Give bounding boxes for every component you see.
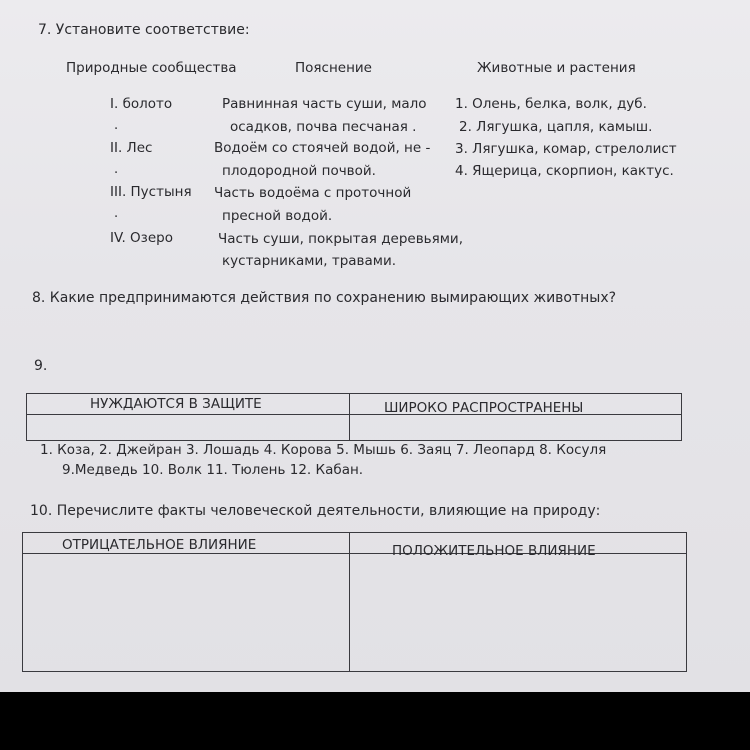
q10-answer-cell-left[interactable] <box>23 555 347 669</box>
q9-table-column-divider <box>349 393 350 440</box>
q7-explanation-line-1: Равнинная часть суши, мало <box>222 96 427 112</box>
q7-dot-3: . <box>114 206 119 221</box>
q7-header-communities: Природные сообщества <box>66 60 237 76</box>
q7-header-explanation: Пояснение <box>295 60 372 76</box>
q10-col-negative: ОТРИЦАТЕЛЬНОЕ ВЛИЯНИЕ <box>62 537 257 553</box>
q7-animals-4: 4. Ящерица, скорпион, кактус. <box>455 163 674 179</box>
q7-explanation-line-2: осадков, почва песчаная . <box>230 119 417 135</box>
q7-title: 7. Установите соответствие: <box>38 22 250 38</box>
q10-table-column-divider <box>349 532 350 671</box>
q9-animal-list-line-1: 1. Коза, 2. Джейран 3. Лошадь 4. Корова 5. Мышь 6. Заяц 7. Леопард 8. Косуля <box>40 442 607 458</box>
q9-answer-cell-right[interactable] <box>351 415 679 438</box>
q7-explanation-line-5: Часть водоёма с проточной <box>214 185 412 201</box>
q9-col-widespread: ШИРОКО РАСПРОСТРАНЕНЫ <box>384 400 584 416</box>
q7-animals-2: 2. Лягушка, цапля, камыш. <box>459 119 653 135</box>
q7-animals-1: 1. Олень, белка, волк, дуб. <box>455 96 647 112</box>
q7-explanation-line-8: кустарниками, травами. <box>222 253 397 269</box>
q9-col-needs-protection: НУЖДАЮТСЯ В ЗАЩИТЕ <box>90 396 262 412</box>
q7-explanation-line-3: Водоём со стоячей водой, не - <box>214 140 431 156</box>
black-bottom-bar <box>0 692 750 750</box>
q7-dot-2: . <box>114 162 119 177</box>
q7-dot-1: . <box>114 118 119 133</box>
q7-community-3: III. Пустыня <box>110 184 192 200</box>
q7-explanation-line-4: плодородной почвой. <box>222 163 376 179</box>
q9-animal-list-line-2: 9.Медведь 10. Волк 11. Тюлень 12. Кабан. <box>62 462 364 478</box>
q9-number: 9. <box>34 358 48 374</box>
q7-community-1: I. болото <box>110 96 173 112</box>
q7-explanation-line-6: пресной водой. <box>222 208 333 224</box>
q7-explanation-line-7: Часть суши, покрытая деревьями, <box>218 231 463 247</box>
q10-answer-cell-right[interactable] <box>351 555 684 669</box>
q7-community-4: IV. Озеро <box>110 230 173 246</box>
q7-header-animals: Животные и растения <box>477 60 636 76</box>
q9-answer-cell-left[interactable] <box>27 415 348 438</box>
q7-community-2: II. Лес <box>110 140 153 156</box>
q8-title: 8. Какие предпринимаются действия по сохранению вымирающих животных? <box>32 290 617 306</box>
q10-col-positive: ПОЛОЖИТЕЛЬНОЕ ВЛИЯНИЕ <box>392 543 596 559</box>
q10-title: 10. Перечислите факты человеческой деятельности, влияющие на природу: <box>30 503 601 519</box>
q7-animals-3: 3. Лягушка, комар, стрелолист <box>455 141 677 157</box>
